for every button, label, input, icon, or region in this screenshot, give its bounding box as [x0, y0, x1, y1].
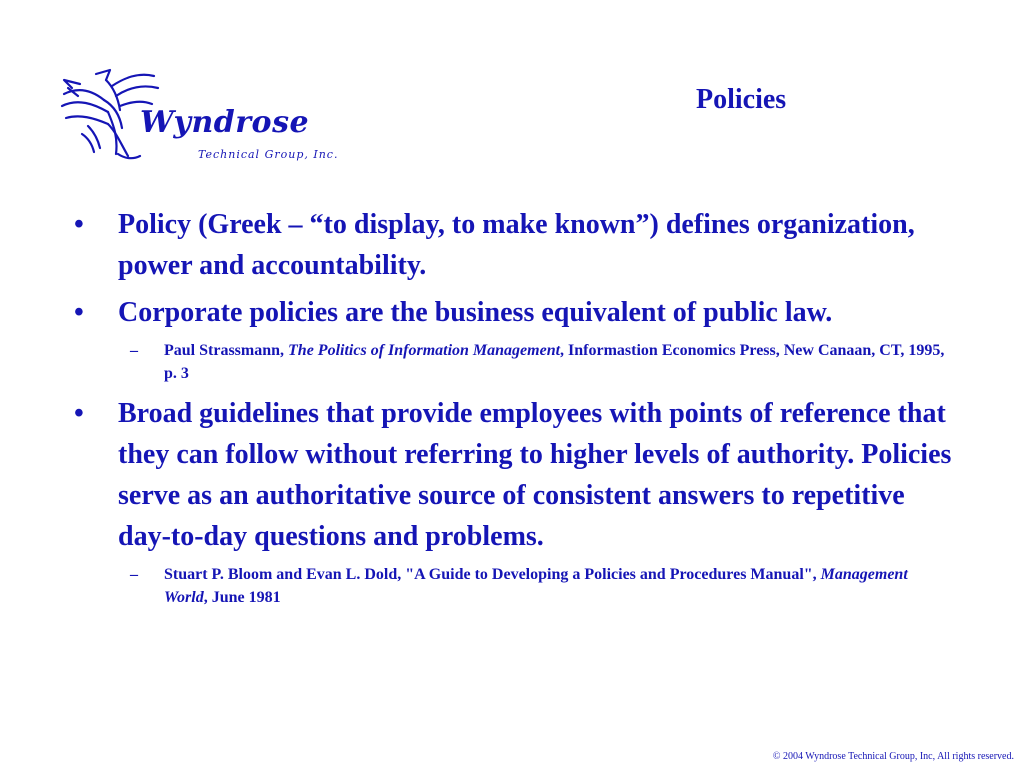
bullet-item	[74, 393, 954, 557]
bullet-item	[74, 204, 954, 286]
citation-work-title: The Politics of Information Management	[288, 342, 561, 359]
copyright-footer: © 2004 Wyndrose Technical Group, Inc, All rights reserved.	[772, 751, 1014, 762]
citation	[74, 563, 954, 609]
citation-author: Stuart P. Bloom and Evan L. Dold, "A Guide to Developing a Policies and Procedures Manual",	[164, 566, 821, 583]
bullet-mark: •	[74, 209, 84, 240]
bullet-item	[74, 292, 954, 333]
bullet-text: Corporate policies are the business equivalent of public law.	[118, 297, 833, 328]
citation	[74, 339, 954, 385]
logo-wordmark: Wyndrose	[140, 105, 310, 140]
logo-subtitle: Technical Group, Inc.	[198, 148, 339, 161]
company-logo	[58, 66, 338, 166]
bullet-text: Policy (Greek – “to display, to make known”) defines organization, power and accountability.	[118, 209, 915, 281]
citation-publisher: , Informastion Economics Press, New Canaan, CT, 1995, p. 3	[164, 342, 945, 382]
citation-author: Paul Strassmann,	[164, 342, 289, 359]
bullet-mark: •	[74, 398, 84, 429]
citation-dash: –	[130, 342, 138, 359]
slide-title: Policies	[696, 84, 787, 115]
citation-work-title: Management World	[164, 566, 908, 606]
citation-publisher: , June 1981	[203, 589, 281, 606]
slide-content	[74, 204, 954, 617]
bullet-text: Broad guidelines that provide employees with points of reference that they can follow without referring to higher levels of authority. Policies serve as an authoritative source of consistent answers to repetitive day-to-day questions and problems.	[118, 398, 952, 552]
bullet-mark: •	[74, 297, 84, 328]
citation-dash: –	[130, 566, 138, 583]
